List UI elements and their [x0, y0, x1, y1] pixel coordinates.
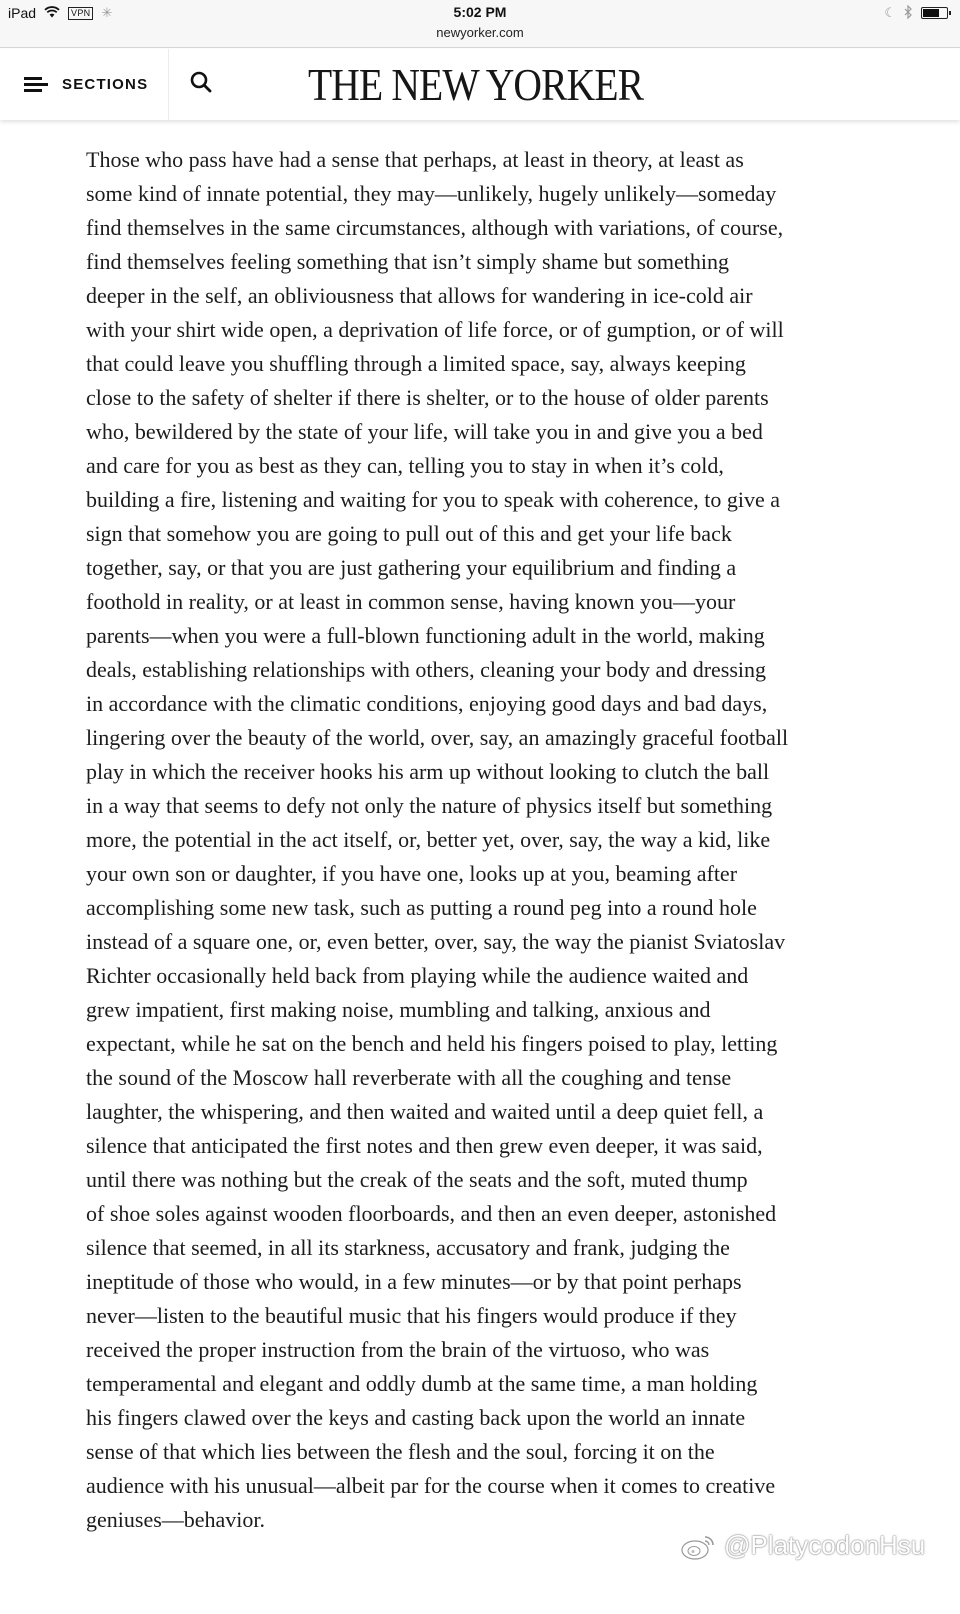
article-line: building a fire, listening and waiting for you to speak with coherence, to give a: [86, 487, 781, 512]
article-line: his fingers clawed over the keys and casting back upon the world an innate: [86, 1405, 746, 1430]
moon-icon: ☾: [884, 5, 896, 20]
article-body: [86, 143, 866, 1537]
watermark-text: @PlatycodonHsu: [724, 1530, 926, 1560]
article-line: find themselves feeling something that isn’t simply shame but something: [86, 249, 730, 274]
article-line: some kind of innate potential, they may—unlikely, hugely unlikely—someday: [86, 181, 777, 206]
article-line: grew impatient, first making noise, mumbling and talking, anxious and: [86, 997, 711, 1022]
article-line: until there was nothing but the creak of the seats and the soft, muted thump: [86, 1167, 748, 1192]
search-button[interactable]: [188, 69, 216, 97]
article-line: Those who pass have had a sense that perhaps, at least in theory, at least as: [86, 147, 744, 172]
article-line: deeper in the self, an obliviousness that allows for wandering in ice-cold air: [86, 283, 753, 308]
article-line: laughter, the whispering, and then waited and waited until a deep quiet fell, a: [86, 1099, 764, 1124]
article-line: find themselves in the same circumstances, although with variations, of course,: [86, 215, 784, 240]
article-line: sign that somehow you are going to pull out of this and get your life back: [86, 521, 732, 546]
article-line: geniuses—behavior.: [86, 1507, 266, 1532]
article-line: together, say, or that you are just gathering your equilibrium and finding a: [86, 555, 737, 580]
status-time: 5:02 PM: [453, 4, 507, 20]
hamburger-menu-icon: [24, 77, 48, 93]
article-line: your own son or daughter, if you have one, looks up at you, beaming after: [86, 861, 738, 886]
article-line: ineptitude of those who would, in a few minutes—or by that point perhaps: [86, 1269, 742, 1294]
watermark: [680, 1530, 925, 1561]
status-right: [884, 4, 948, 22]
article-line: more, the potential in the act itself, or, better yet, over, say, the way a kid, like: [86, 827, 771, 852]
article-line: play in which the receiver hooks his arm up without looking to clutch the ball: [86, 759, 770, 784]
vpn-icon: VPN: [68, 7, 93, 20]
article-line: Richter occasionally held back from playing while the audience waited and: [86, 963, 749, 988]
weibo-icon: [680, 1531, 718, 1561]
site-logo[interactable]: THE NEW YORKER: [308, 59, 644, 110]
battery-icon: [921, 7, 948, 19]
article-line: who, bewildered by the state of your life, will take you in and give you a bed: [86, 419, 763, 444]
article-line: sense of that which lies between the flesh and the soul, forcing it on the: [86, 1439, 715, 1464]
loading-spinner-icon: ✳: [101, 5, 113, 20]
article-line: received the proper instruction from the brain of the virtuoso, who was: [86, 1337, 710, 1362]
article-line: expectant, while he sat on the bench and held his fingers poised to play, letting: [86, 1031, 778, 1056]
sections-label: SECTIONS: [62, 76, 149, 93]
device-label: iPad: [8, 5, 37, 21]
article-line: parents—when you were a full-blown functioning adult in the world, making: [86, 623, 765, 648]
article-line: that could leave you shuffling through a limited space, say, always keeping: [86, 351, 746, 376]
article-line: lingering over the beauty of the world, over, say, an amazingly graceful football: [86, 725, 789, 750]
article-line: the sound of the Moscow hall reverberate with all the coughing and tense: [86, 1065, 732, 1090]
article-line: instead of a square one, or, even better, over, say, the way the pianist Sviatoslav: [86, 929, 786, 954]
address-bar-url[interactable]: newyorker.com: [436, 25, 524, 40]
article-line: deals, establishing relationships with others, cleaning your body and dressing: [86, 657, 767, 682]
sections-menu-button[interactable]: [0, 49, 169, 120]
article-line: close to the safety of shelter if there is shelter, or to the house of older parents: [86, 385, 769, 410]
status-bar: [0, 0, 960, 48]
site-header: [0, 49, 960, 120]
bluetooth-icon: [904, 5, 913, 22]
article-line: foothold in reality, or at least in common sense, having known you—your: [86, 589, 736, 614]
article-line: temperamental and elegant and oddly dumb at the same time, a man holding: [86, 1371, 758, 1396]
article-line: with your shirt wide open, a deprivation of life force, or of gumption, or of will: [86, 317, 784, 342]
article-line: in accordance with the climatic conditions, enjoying good days and bad days,: [86, 691, 768, 716]
article-line: silence that seemed, in all its starkness, accusatory and frank, judging the: [86, 1235, 730, 1260]
article-line: audience with his unusual—albeit par for the course when it comes to creative: [86, 1473, 776, 1498]
article-line: and care for you as best as they can, telling you to stay in when it’s cold,: [86, 453, 724, 478]
article-line: never—listen to the beautiful music that his fingers would produce if they: [86, 1303, 737, 1328]
article-line: silence that anticipated the first notes and then grew even deeper, it was said,: [86, 1133, 763, 1158]
article-line: of shoe soles against wooden floorboards, and then an even deeper, astonished: [86, 1201, 777, 1226]
article-line: accomplishing some new task, such as putting a round peg into a round hole: [86, 895, 757, 920]
search-icon: [188, 69, 216, 97]
article-line: in a way that seems to defy not only the nature of physics itself but something: [86, 793, 773, 818]
